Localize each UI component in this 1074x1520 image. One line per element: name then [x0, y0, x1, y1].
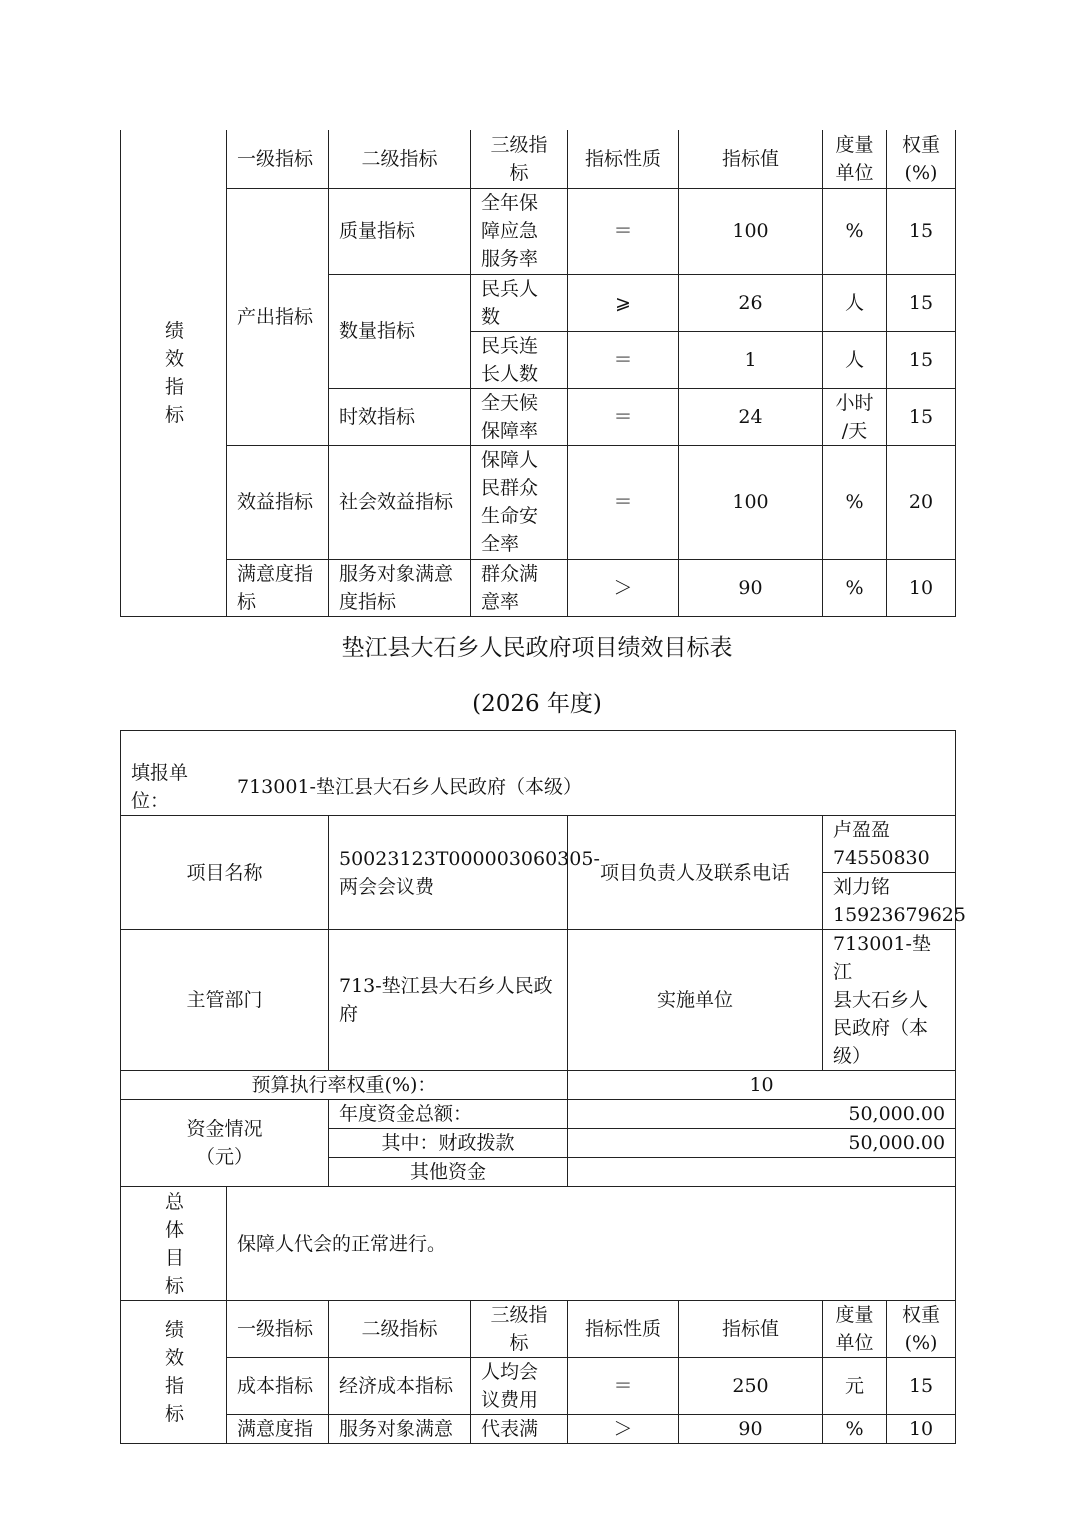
header-level2: 二级指标 — [329, 130, 471, 188]
level3-cell: 全天候 保障率 — [471, 388, 568, 445]
unit-cell: % — [845, 1418, 864, 1440]
value-cell: 1 — [679, 331, 823, 388]
value-cell: 26 — [679, 274, 823, 331]
funds-label: 资金情况 （元） — [121, 1100, 329, 1187]
nature-cell: ＝ — [568, 1358, 679, 1415]
contact-label: 项目负责人及联系电话 — [568, 816, 823, 930]
weight-cell: 20 — [887, 445, 956, 559]
header-level1: 一级指标 — [227, 1301, 329, 1358]
budget-weight-value: 10 — [568, 1071, 956, 1100]
header-unit: 度量 单位 — [823, 1301, 887, 1358]
nature-cell: ＝ — [568, 188, 679, 274]
level3-cell: 人均会 议费用 — [471, 1358, 568, 1415]
header-nature: 指标性质 — [568, 1301, 679, 1358]
unit-cell: % — [823, 559, 887, 616]
header-nature: 指标性质 — [568, 130, 679, 188]
level3-cell: 民兵人 数 — [471, 274, 568, 331]
level3-cell: 保障人 民群众 生命安 全率 — [471, 445, 568, 559]
page-subtitle: (2026 年度) — [472, 691, 602, 717]
header-value: 指标值 — [679, 130, 823, 188]
impl-unit-value: 713001-垫江 县大石乡人 民政府（本 级） — [823, 930, 956, 1071]
weight-cell: 10 — [887, 559, 956, 616]
table-row — [121, 445, 956, 559]
unit-cell: 小时 /天 — [823, 388, 887, 445]
weight-cell: 15 — [887, 331, 956, 388]
weight-cell: 15 — [887, 388, 956, 445]
value-cell: 250 — [679, 1358, 823, 1415]
weight-cell: 15 — [887, 1358, 956, 1415]
table-row — [121, 1415, 956, 1444]
weight-cell: 15 — [887, 274, 956, 331]
performance-indicator-label: 绩 效 指 标 — [121, 130, 227, 616]
level3-cell: 全年保 障应急 服务率 — [471, 188, 568, 274]
value-cell: 100 — [679, 445, 823, 559]
funds-other-label: 其他资金 — [329, 1158, 568, 1187]
reporting-unit-label: 填报单 位： — [131, 762, 189, 812]
page-title: 垫江县大石乡人民政府项目绩效目标表 — [341, 635, 733, 661]
level3-cell: 民兵连 长人数 — [471, 331, 568, 388]
overall-goal-value: 保障人代会的正常进行。 — [227, 1187, 956, 1301]
header-value: 指标值 — [679, 1301, 823, 1358]
project-name-value: 50023123T000003060305- 两会会议费 — [329, 816, 568, 930]
level1-cell: 成本指标 — [227, 1358, 329, 1415]
project-performance-table — [120, 730, 966, 1444]
level2-cell: 经济成本指标 — [329, 1358, 471, 1415]
table-row — [121, 1358, 956, 1415]
impl-unit-label: 实施单位 — [568, 930, 823, 1071]
unit-cell: 人 — [823, 331, 887, 388]
unit-cell: % — [823, 445, 887, 559]
nature-cell: ＞ — [613, 1418, 633, 1440]
reporting-unit-value: 713001-垫江县大石乡人民政府（本级） — [237, 776, 582, 798]
weight-cell: 15 — [887, 188, 956, 274]
level2-cell: 服务对象满意 度指标 — [329, 559, 471, 616]
header-weight: 权重 (%) — [887, 130, 956, 188]
contact-1: 卢盈盈 74550830 — [823, 816, 956, 873]
level2-cell: 社会效益指标 — [329, 445, 471, 559]
level1-cell: 满意度指 — [237, 1418, 314, 1440]
funds-fiscal-value: 50,000.00 — [568, 1129, 956, 1158]
value-cell: 90 — [738, 1418, 763, 1440]
header-weight: 权重 (%) — [887, 1301, 956, 1358]
header-level3: 三级指 标 — [471, 130, 568, 188]
level2-cell: 服务对象满意 — [339, 1418, 454, 1440]
dept-label: 主管部门 — [121, 930, 329, 1071]
nature-cell: ⩾ — [568, 274, 679, 331]
header-unit: 度量 单位 — [823, 130, 887, 188]
funds-other-value — [568, 1158, 956, 1187]
contact-2: 刘力铭 15923679625 — [823, 873, 956, 930]
dept-value: 713-垫江县大石乡人民政 府 — [329, 930, 568, 1071]
overall-goal-label: 总 体 目 标 — [121, 1187, 227, 1301]
level1-cell: 产出指标 — [227, 188, 329, 445]
level1-cell: 满意度指 标 — [227, 559, 329, 616]
level1-cell: 效益指标 — [227, 445, 329, 559]
value-cell: 24 — [679, 388, 823, 445]
unit-cell: % — [823, 188, 887, 274]
table-row — [121, 188, 956, 274]
header-level2: 二级指标 — [329, 1301, 471, 1358]
performance-indicator-label: 绩 效 指 标 — [121, 1301, 227, 1444]
nature-cell: ＞ — [568, 559, 679, 616]
header-level3: 三级指 标 — [471, 1301, 568, 1358]
table-row — [121, 559, 956, 616]
level2-cell: 时效指标 — [329, 388, 471, 445]
unit-cell: 元 — [823, 1358, 887, 1415]
nature-cell: ＝ — [568, 388, 679, 445]
weight-cell: 10 — [908, 1418, 934, 1440]
unit-cell: 人 — [823, 274, 887, 331]
level2-cell: 质量指标 — [329, 188, 471, 274]
funds-fiscal-label: 其中：财政拨款 — [329, 1129, 568, 1158]
level3-cell: 群众满 意率 — [471, 559, 568, 616]
level2-cell: 数量指标 — [329, 274, 471, 388]
funds-total-label: 年度资金总额： — [329, 1100, 568, 1129]
header-level1: 一级指标 — [227, 130, 329, 188]
budget-weight-label: 预算执行率权重(%)： — [121, 1071, 568, 1100]
level3-cell: 代表满 — [481, 1418, 539, 1440]
nature-cell: ＝ — [568, 331, 679, 388]
value-cell: 100 — [679, 188, 823, 274]
performance-indicator-table-continued — [120, 130, 956, 617]
nature-cell: ＝ — [568, 445, 679, 559]
funds-total-value: 50,000.00 — [568, 1100, 956, 1129]
project-name-label: 项目名称 — [121, 816, 329, 930]
value-cell: 90 — [679, 559, 823, 616]
